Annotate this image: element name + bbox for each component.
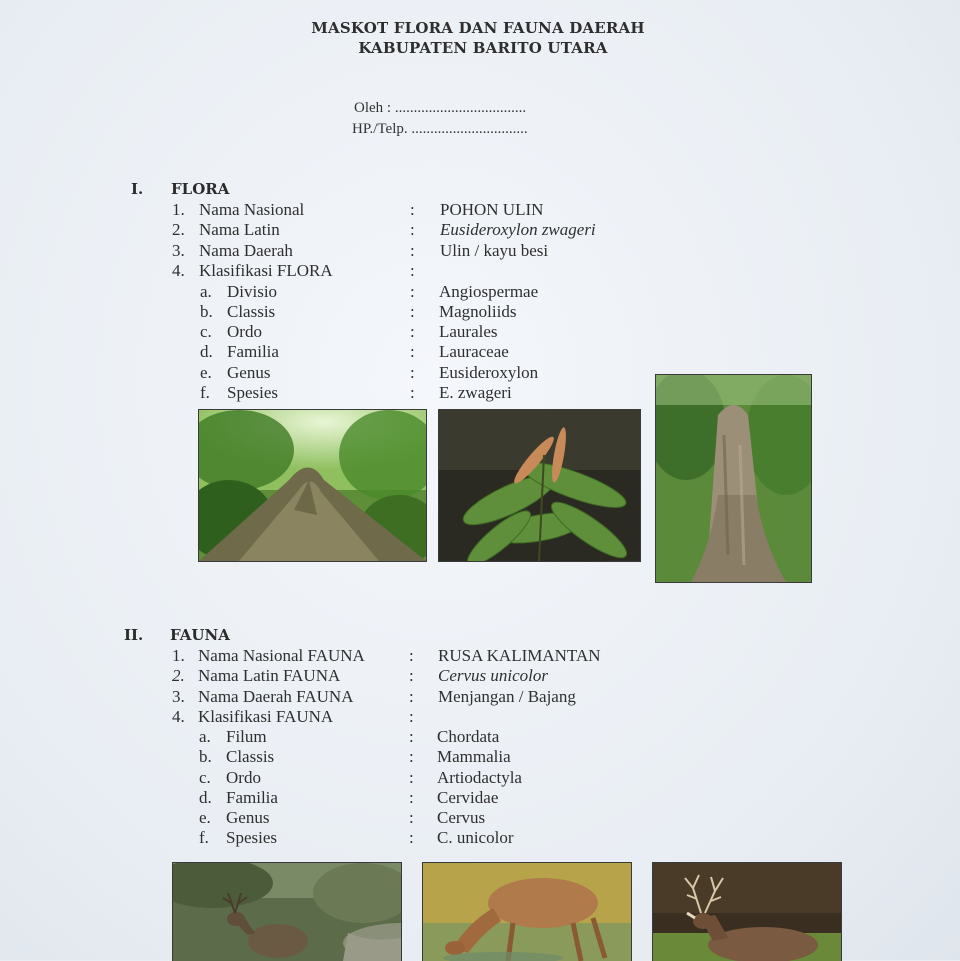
flora-section-number: I. — [131, 180, 144, 198]
item-colon: : — [410, 282, 415, 301]
item-colon: : — [409, 727, 414, 746]
document-subtitle: KABUPATEN BARITO UTARA — [358, 39, 608, 57]
item-value: Menjangan / Bajang — [438, 687, 576, 706]
item-label: Nama Latin — [199, 220, 280, 239]
item-number: 2. — [172, 220, 185, 239]
item-label: Spesies — [227, 383, 278, 402]
item-value: POHON ULIN — [440, 200, 544, 219]
item-value: E. zwageri — [439, 383, 512, 402]
item-value: Artiodactyla — [437, 768, 522, 787]
item-label: Nama Daerah — [199, 241, 293, 260]
item-number: 3. — [172, 687, 185, 706]
item-number: 1. — [172, 646, 185, 665]
item-label: Filum — [226, 727, 267, 746]
item-value: Cervus unicolor — [438, 666, 549, 685]
deer-stag-photo — [652, 862, 842, 961]
item-letter: e. — [200, 363, 212, 382]
item-label: Divisio — [227, 282, 278, 301]
item-colon: : — [410, 383, 415, 402]
item-label: Nama Nasional — [199, 200, 305, 219]
item-value: Cervus — [437, 808, 486, 827]
item-letter: f. — [199, 828, 209, 847]
item-value: Ulin / kayu besi — [440, 241, 549, 260]
item-value: Laurales — [439, 322, 498, 341]
ulin-trunk-photo — [655, 374, 812, 583]
item-colon: : — [409, 707, 414, 726]
item-label: Spesies — [226, 828, 277, 847]
document-title: MASKOT FLORA DAN FAUNA DAERAH — [311, 19, 645, 37]
item-value: Eusideroxylon — [439, 363, 539, 382]
item-number: 3. — [172, 241, 185, 260]
item-colon: : — [409, 788, 414, 807]
item-value: Mammalia — [437, 747, 511, 766]
item-value: Lauraceae — [439, 342, 509, 361]
item-colon: : — [410, 363, 415, 382]
item-label: Klasifikasi FLORA — [199, 261, 333, 280]
item-value: Angiospermae — [439, 282, 539, 301]
item-label: Nama Daerah FAUNA — [198, 687, 354, 706]
item-letter: b. — [200, 302, 213, 321]
item-label: Familia — [226, 788, 278, 807]
fauna-section-title: FAUNA — [170, 626, 230, 644]
item-letter: c. — [199, 768, 211, 787]
deer-in-forest-photo — [172, 862, 402, 961]
item-letter: b. — [199, 747, 212, 766]
item-value: Cervidae — [437, 788, 499, 807]
item-label: Ordo — [227, 322, 262, 341]
item-colon: : — [410, 261, 415, 280]
item-value: C. unicolor — [437, 828, 514, 847]
item-letter: e. — [199, 808, 211, 827]
author-line: Oleh : ................................... — [354, 100, 527, 116]
item-colon: : — [409, 808, 414, 827]
item-colon: : — [410, 302, 415, 321]
item-label: Nama Nasional FAUNA — [198, 646, 365, 665]
item-colon: : — [409, 828, 414, 847]
item-letter: a. — [200, 282, 212, 301]
ulin-tree-canopy-photo — [198, 409, 427, 562]
fauna-section-number: II. — [124, 626, 144, 644]
item-label: Nama Latin FAUNA — [198, 666, 341, 685]
item-number: 4. — [172, 261, 185, 280]
item-colon: : — [410, 342, 415, 361]
item-value: Magnoliids — [439, 302, 517, 321]
deer-drinking-photo — [422, 862, 632, 961]
item-letter: d. — [200, 342, 213, 361]
item-label: Ordo — [226, 768, 261, 787]
item-colon: : — [410, 241, 415, 260]
item-label: Classis — [226, 747, 275, 766]
item-colon: : — [409, 646, 414, 665]
item-colon: : — [409, 666, 414, 685]
item-colon: : — [409, 747, 414, 766]
flora-section-title: FLORA — [171, 180, 230, 198]
item-value: RUSA KALIMANTAN — [438, 646, 601, 665]
item-label: Classis — [227, 302, 276, 321]
item-colon: : — [410, 200, 415, 219]
item-colon: : — [410, 220, 415, 239]
item-label: Genus — [226, 808, 270, 827]
item-number: 4. — [172, 707, 185, 726]
item-letter: a. — [199, 727, 211, 746]
item-letter: c. — [200, 322, 212, 341]
item-label: Genus — [227, 363, 271, 382]
item-letter: d. — [199, 788, 212, 807]
item-label: Familia — [227, 342, 279, 361]
item-value: Eusideroxylon zwageri — [440, 220, 596, 239]
item-number: 1. — [172, 200, 185, 219]
phone-line: HP./Telp. ............................... — [352, 121, 528, 137]
item-colon: : — [409, 768, 414, 787]
ulin-leaves-photo — [438, 409, 641, 562]
item-colon: : — [410, 322, 415, 341]
item-number: 2. — [172, 666, 185, 685]
item-letter: f. — [200, 383, 210, 402]
item-label: Klasifikasi FAUNA — [198, 707, 334, 726]
item-colon: : — [409, 687, 414, 706]
item-value: Chordata — [437, 727, 500, 746]
